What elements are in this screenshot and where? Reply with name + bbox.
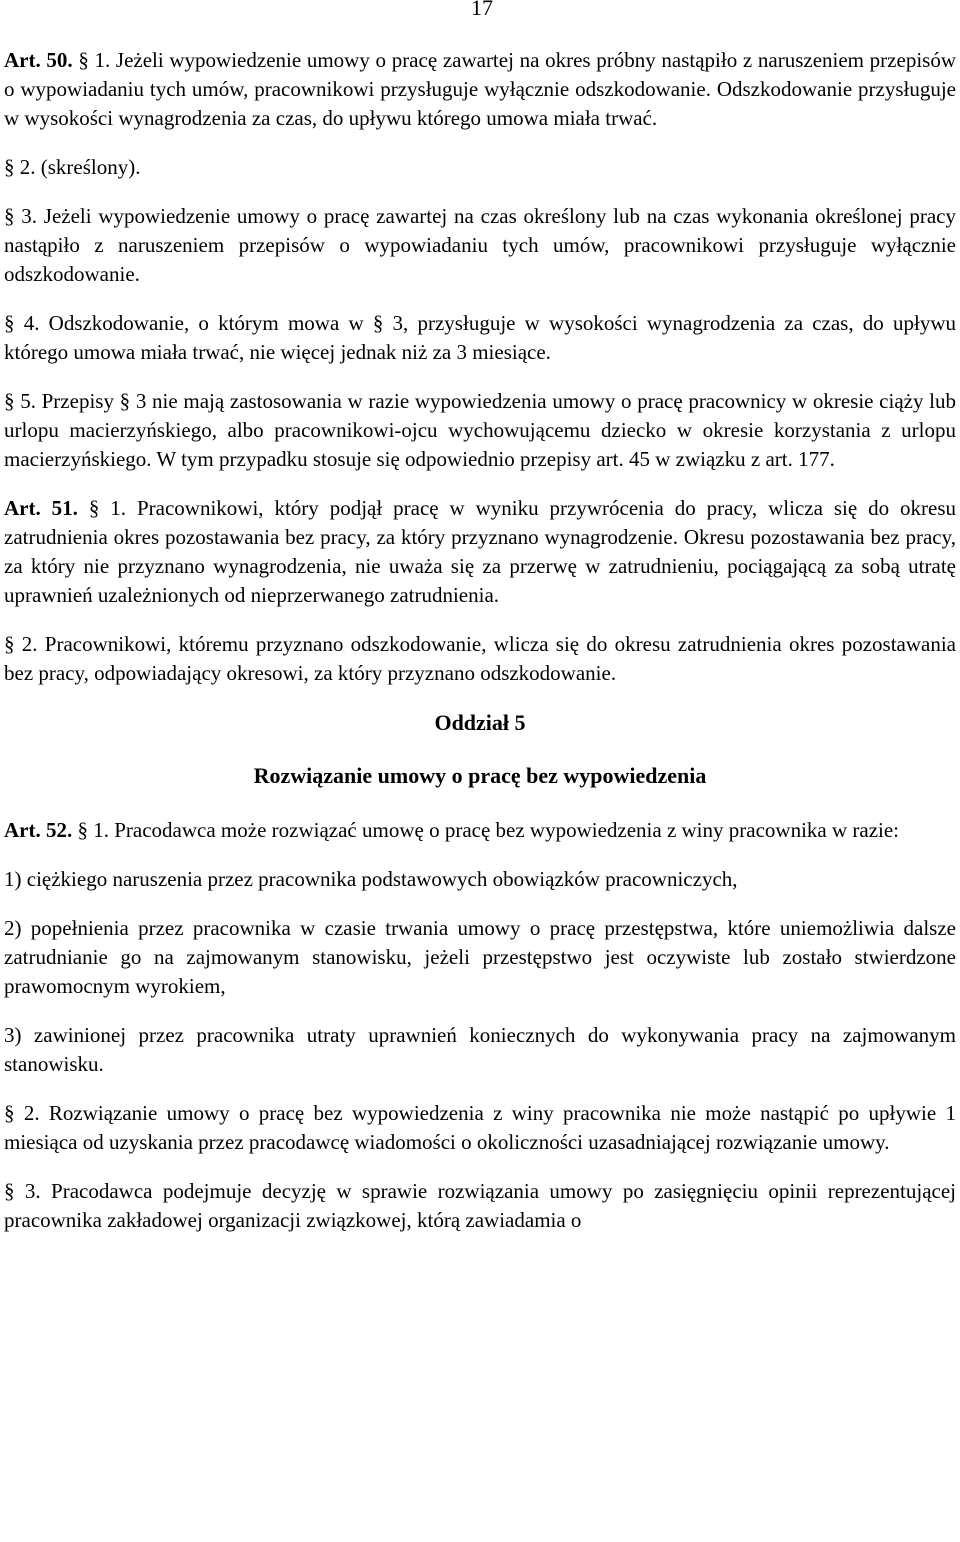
section-title: Rozwiązanie umowy o pracę bez wypowiedzenia	[253, 763, 707, 788]
art-52-point-1: 1) ciężkiego naruszenia przez pracownika podstawowych obowiązków pracowniczych,	[4, 867, 738, 891]
paragraph-text: § 1. Jeżeli wypowiedzenie umowy o pracę zawartej na okres próbny nastąpiło z naruszeniem przepisów o wypowiadaniu tych umów, pracownikowi przysługuje wyłącznie odszkodowanie. Odszkodowanie przysługuje w wysokości wynagrodzenia za czas, do upływu którego umowa miała trwać.	[4, 48, 956, 130]
art-52-par-3: § 3. Pracodawca podejmuje decyzję w sprawie rozwiązania umowy po zasięgnięciu opinii reprezentującej pracownika zakładowej organizacji związkowej, którą zawiadamia o	[4, 1179, 956, 1232]
article-heading: Art. 52.	[4, 818, 73, 842]
art-50-par-1	[4, 46, 956, 133]
art-52-point-2: 2) popełnienia przez pracownika w czasie trwania umowy o pracę przestępstwa, które uniemożliwia dalsze zatrudnianie go na zajmowanym stanowisku, jeżeli przestępstwo jest oczywiste lub zostało stwierdzone prawomocnym wyrokiem,	[4, 916, 956, 998]
paragraph-text: § 1. Pracownikowi, który podjął pracę w wyniku przywrócenia do pracy, wlicza się do okresu zatrudnienia okres pozostawania bez pracy, za który przyznano wynagrodzenie. Okresu pozostawania bez pracy, za który nie przyznano wynagrodzenia, nie uważa się za przerwę w zatrudnieniu, pociągającą za sobą utratę uprawnień uzależnionych od nieprzerwanego zatrudnienia.	[4, 496, 957, 607]
section-number: Oddział 5	[434, 710, 526, 735]
paragraph-text: § 1. Pracodawca może rozwiązać umowę o pracę bez wypowiedzenia z winy pracownika w razie:	[72, 818, 900, 842]
art-52-par-1	[4, 816, 956, 845]
document-body	[4, 46, 956, 1255]
art-50-par-2: § 2. (skreślony).	[4, 155, 141, 179]
art-50-par-3: § 3. Jeżeli wypowiedzenie umowy o pracę zawartej na czas określony lub na czas wykonania określonej pracy nastąpiło z naruszeniem przepisów o wypowiadaniu tych umów, pracownikowi przysługuje wyłącznie odszkodowanie.	[4, 204, 956, 286]
page-number: 17	[471, 0, 493, 20]
art-51-par-1	[4, 494, 956, 610]
art-50-par-4: § 4. Odszkodowanie, o którym mowa w § 3, przysługuje w wysokości wynagrodzenia za czas, do upływu którego umowa miała trwać, nie więcej jednak niż za 3 miesiące.	[4, 311, 956, 364]
art-52-par-2: § 2. Rozwiązanie umowy o pracę bez wypowiedzenia z winy pracownika nie może nastąpić po upływie 1 miesiąca od uzyskania przez pracodawcę wiadomości o okoliczności uzasadniającej rozwiązanie umowy.	[4, 1101, 956, 1154]
article-heading: Art. 50.	[4, 48, 73, 72]
art-50-par-5: § 5. Przepisy § 3 nie mają zastosowania w razie wypowiedzenia umowy o pracę pracownicy w okresie ciąży lub urlopu macierzyńskiego, albo pracownikowi-ojcu wychowującemu dziecko w okresie korzystania z urlopu macierzyńskiego. W tym przypadku stosuje się odpowiednio przepisy art. 45 w związku z art. 177.	[4, 389, 956, 471]
art-52-point-3: 3) zawinionej przez pracownika utraty uprawnień koniecznych do wykonywania pracy na zajmowanym stanowisku.	[4, 1023, 956, 1076]
art-51-par-2: § 2. Pracownikowi, któremu przyznano odszkodowanie, wlicza się do okresu zatrudnienia okres pozostawania bez pracy, odpowiadający okresowi, za który przyznano odszkodowanie.	[4, 632, 956, 685]
article-heading: Art. 51.	[4, 496, 78, 520]
